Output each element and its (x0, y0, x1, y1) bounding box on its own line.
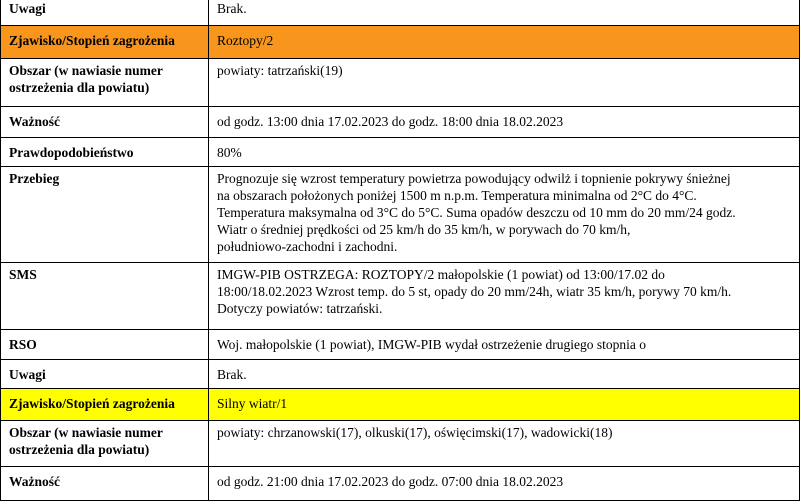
row-area (1, 59, 800, 107)
label-area (1, 59, 209, 107)
label-course: Przebieg (1, 167, 209, 263)
row-validity-2 (1, 467, 800, 501)
value-course (209, 167, 800, 263)
label-probability: Prawdopodobieństwo (1, 138, 209, 167)
label-uwagi: Uwagi (1, 0, 209, 26)
value-phenomenon: Roztopy/2 (209, 26, 800, 59)
row-probability (1, 138, 800, 167)
row-uwagi-2 (1, 360, 800, 389)
label-sms: SMS (1, 263, 209, 330)
label-uwagi-2: Uwagi (1, 360, 209, 389)
label-phenomenon: Zjawisko/Stopień zagrożenia (1, 26, 209, 59)
row-sms (1, 263, 800, 330)
row-validity (1, 107, 800, 138)
value-area: powiaty: tatrzański(19) (209, 59, 800, 107)
value-probability: 80% (209, 138, 800, 167)
label-phenomenon-2: Zjawisko/Stopień zagrożenia (1, 389, 209, 421)
label-area-2-text: Obszar (w nawiasie numer ostrzeżenia dla powiatu) (9, 425, 163, 457)
label-validity-2: Ważność (1, 467, 209, 501)
value-phenomenon-2: Silny wiatr/1 (209, 389, 800, 421)
label-area-2 (1, 421, 209, 467)
label-validity: Ważność (1, 107, 209, 138)
label-rso: RSO (1, 330, 209, 360)
row-phenomenon-highlight-2 (1, 389, 800, 421)
row-area-2 (1, 421, 800, 467)
value-validity: od godz. 13:00 dnia 17.02.2023 do godz. 18:00 dnia 18.02.2023 (209, 107, 800, 138)
value-sms (209, 263, 800, 330)
label-area-text: Obszar (w nawiasie numer ostrzeżenia dla powiatu) (9, 63, 163, 95)
value-course-text: Prognozuje się wzrost temperatury powietrza powodujący odwilż i topnienie pokrywy śnieżnej na obszarach położonych poniżej 1500 m n.p.m. Temperatura minimalna od 2°C do 4°C. Temperatura maksymalna od 3°C do 5°C. Suma opadów deszczu od 10 mm do 20 mm/24 godz. Wiatr o średniej prędkości od 25 km/h do 35 km/h, w porywach do 70 km/h, południowo-zachodni i zachodni. (217, 171, 736, 254)
row-course (1, 167, 800, 263)
value-area-2: powiaty: chrzanowski(17), olkuski(17), oświęcimski(17), wadowicki(18) (209, 421, 800, 467)
value-rso: Woj. małopolskie (1 powiat), IMGW-PIB wydał ostrzeżenie drugiego stopnia o (209, 330, 800, 360)
value-validity-2: od godz. 21:00 dnia 17.02.2023 do godz. 07:00 dnia 18.02.2023 (209, 467, 800, 501)
row-phenomenon-highlight (1, 26, 800, 59)
row-uwagi (1, 0, 800, 26)
value-uwagi: Brak. (209, 0, 800, 26)
value-sms-text: IMGW-PIB OSTRZEGA: ROZTOPY/2 małopolskie (1 powiat) od 13:00/17.02 do 18:00/18.02.2023 Wzrost temp. do 5 st, opady do 20 mm/24h, wiatr 35 km/h, porywy 70 km/h. Dotyczy powiatów: tatrzański. (217, 267, 732, 316)
value-uwagi-2: Brak. (209, 360, 800, 389)
row-rso (1, 330, 800, 360)
